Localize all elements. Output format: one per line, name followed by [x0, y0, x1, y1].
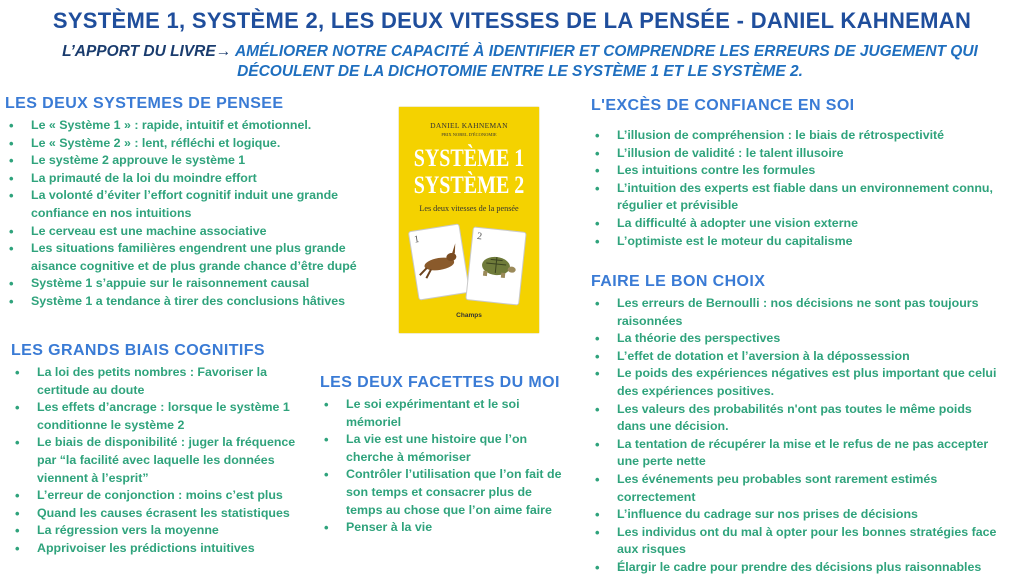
card-hare	[408, 223, 470, 300]
section-deux-systemes	[5, 95, 375, 311]
book-cover-image	[399, 107, 539, 333]
book-author: DANIEL KAHNEMAN	[430, 121, 508, 130]
list-item: • L’intuition des experts est fiable dans un environnement connu, régulier et prévisible	[591, 180, 1001, 215]
list-item: • La vie est une histoire que l’on cherche à mémoriser	[320, 431, 570, 466]
subtitle-text: AMÉLIORER NOTRE CAPACITÉ À IDENTIFIER ET COMPRENDRE LES ERREURS DE JUGEMENT QUI DÉCOULENT DE LA DICHOTOMIE ENTRE LE SYSTÈME 1 ET LE SYSTÈME 2.	[231, 43, 978, 80]
section-grands-biais	[11, 342, 311, 558]
section-heading: LES DEUX FACETTES DU MOI	[320, 374, 560, 391]
hare-icon	[409, 225, 469, 300]
list-item: • Le soi expérimentant et le soi mémoriel	[320, 396, 570, 431]
bullet-list	[591, 127, 1001, 250]
tortoise-icon	[466, 227, 525, 304]
list-item: • Les situations familières engendrent une plus grande aisance cognitive et de plus grande chance d’être dupé	[5, 240, 375, 275]
card-number: 2	[476, 230, 483, 243]
list-item: • Les individus ont du mal à opter pour les bonnes stratégies face aux risques	[591, 524, 1001, 559]
list-item: • Les événements peu probables sont rarement estimés correctement	[591, 471, 1001, 506]
page-subtitle	[40, 42, 1000, 82]
list-item: • La théorie des perspectives	[591, 330, 1001, 348]
section-heading: LES GRANDS BIAIS COGNITIFS	[11, 342, 265, 359]
list-item: • Penser à la vie	[320, 519, 570, 537]
book-prize: PRIX NOBEL D'ÉCONOMIE	[441, 132, 497, 137]
list-item: • Le poids des expériences négatives est plus important que celui des expériences positives.	[591, 365, 1001, 400]
list-item: • Le cerveau est une machine associative	[5, 223, 375, 241]
book-title-line2: SYSTÈME 2	[413, 172, 525, 199]
list-item: • Apprivoiser les prédictions intuitives	[11, 540, 311, 558]
list-item: • Le système 2 approuve le système 1	[5, 152, 375, 170]
list-item: • L’influence du cadrage sur nos prises de décisions	[591, 506, 1001, 524]
list-item: • La tentation de récupérer la mise et le refus de ne pas accepter une perte nette	[591, 436, 1001, 471]
list-item: • Élargir le cadre pour prendre des décisions plus raisonnables	[591, 559, 1001, 577]
section-heading: LES DEUX SYSTEMES DE PENSEE	[5, 95, 284, 112]
list-item: • Les intuitions contre les formules	[591, 162, 1001, 180]
section-exces-confiance	[591, 97, 1001, 250]
list-item: • L’effet de dotation et l’aversion à la dépossession	[591, 348, 1001, 366]
section-heading: FAIRE LE BON CHOIX	[591, 273, 766, 290]
card-number: 1	[413, 233, 421, 246]
list-item: • L’illusion de compréhension : le biais de rétrospectivité	[591, 127, 1001, 145]
bullet-list	[320, 396, 570, 537]
list-item: • Le biais de disponibilité : juger la fréquence par “la facilité avec laquelle les données viennent à l’esprit”	[11, 434, 311, 487]
list-item: • Les valeurs des probabilités n'ont pas toutes le même poids dans une décision.	[591, 401, 1001, 436]
section-bon-choix	[591, 273, 1001, 577]
bullet-list	[591, 295, 1001, 577]
list-item: • La primauté de la loi du moindre effort	[5, 170, 375, 188]
list-item: • Les erreurs de Bernoulli : nos décisions ne sont pas toujours raisonnées	[591, 295, 1001, 330]
list-item: • Le « Système 2 » : lent, réfléchi et logique.	[5, 135, 375, 153]
list-item: • Contrôler l’utilisation que l’on fait de son temps et consacrer plus de temps au chose que l’on aime faire	[320, 466, 570, 519]
list-item: • L’erreur de conjonction : moins c’est plus	[11, 487, 311, 505]
page-title: SYSTÈME 1, SYSTÈME 2, LES DEUX VITESSES DE LA PENSÉE - DANIEL KAHNEMAN	[52, 8, 972, 33]
list-item: • Système 1 s’appuie sur le raisonnement causal	[5, 275, 375, 293]
list-item: • L’illusion de validité : le talent illusoire	[591, 145, 1001, 163]
list-item: • La difficulté à adopter une vision externe	[591, 215, 1001, 233]
bullet-list	[5, 117, 375, 311]
list-item: • La régression vers la moyenne	[11, 522, 311, 540]
bullet-list	[11, 364, 311, 558]
book-publisher: Champs	[456, 312, 482, 319]
list-item: • La volonté d’éviter l’effort cognitif induit une grande confiance en nos intuitions	[5, 187, 375, 222]
section-heading: L'EXCÈS DE CONFIANCE EN SOI	[591, 97, 855, 114]
list-item: • Quand les causes écrasent les statistiques	[11, 505, 311, 523]
book-title-line1: SYSTÈME 1	[413, 145, 525, 172]
subtitle-lead: L’APPORT DU LIVRE→	[62, 43, 232, 60]
section-deux-facettes	[320, 374, 570, 537]
list-item: • Le « Système 1 » : rapide, intuitif et émotionnel.	[5, 117, 375, 135]
list-item: • La loi des petits nombres : Favoriser la certitude au doute	[11, 364, 311, 399]
card-tortoise	[465, 226, 526, 305]
book-title	[413, 145, 525, 199]
list-item: • Système 1 a tendance à tirer des conclusions hâtives	[5, 293, 375, 311]
book-subtitle: Les deux vitesses de la pensée	[419, 204, 519, 213]
list-item: • L’optimiste est le moteur du capitalisme	[591, 233, 1001, 251]
list-item: • Les effets d’ancrage : lorsque le système 1 conditionne le système 2	[11, 399, 311, 434]
